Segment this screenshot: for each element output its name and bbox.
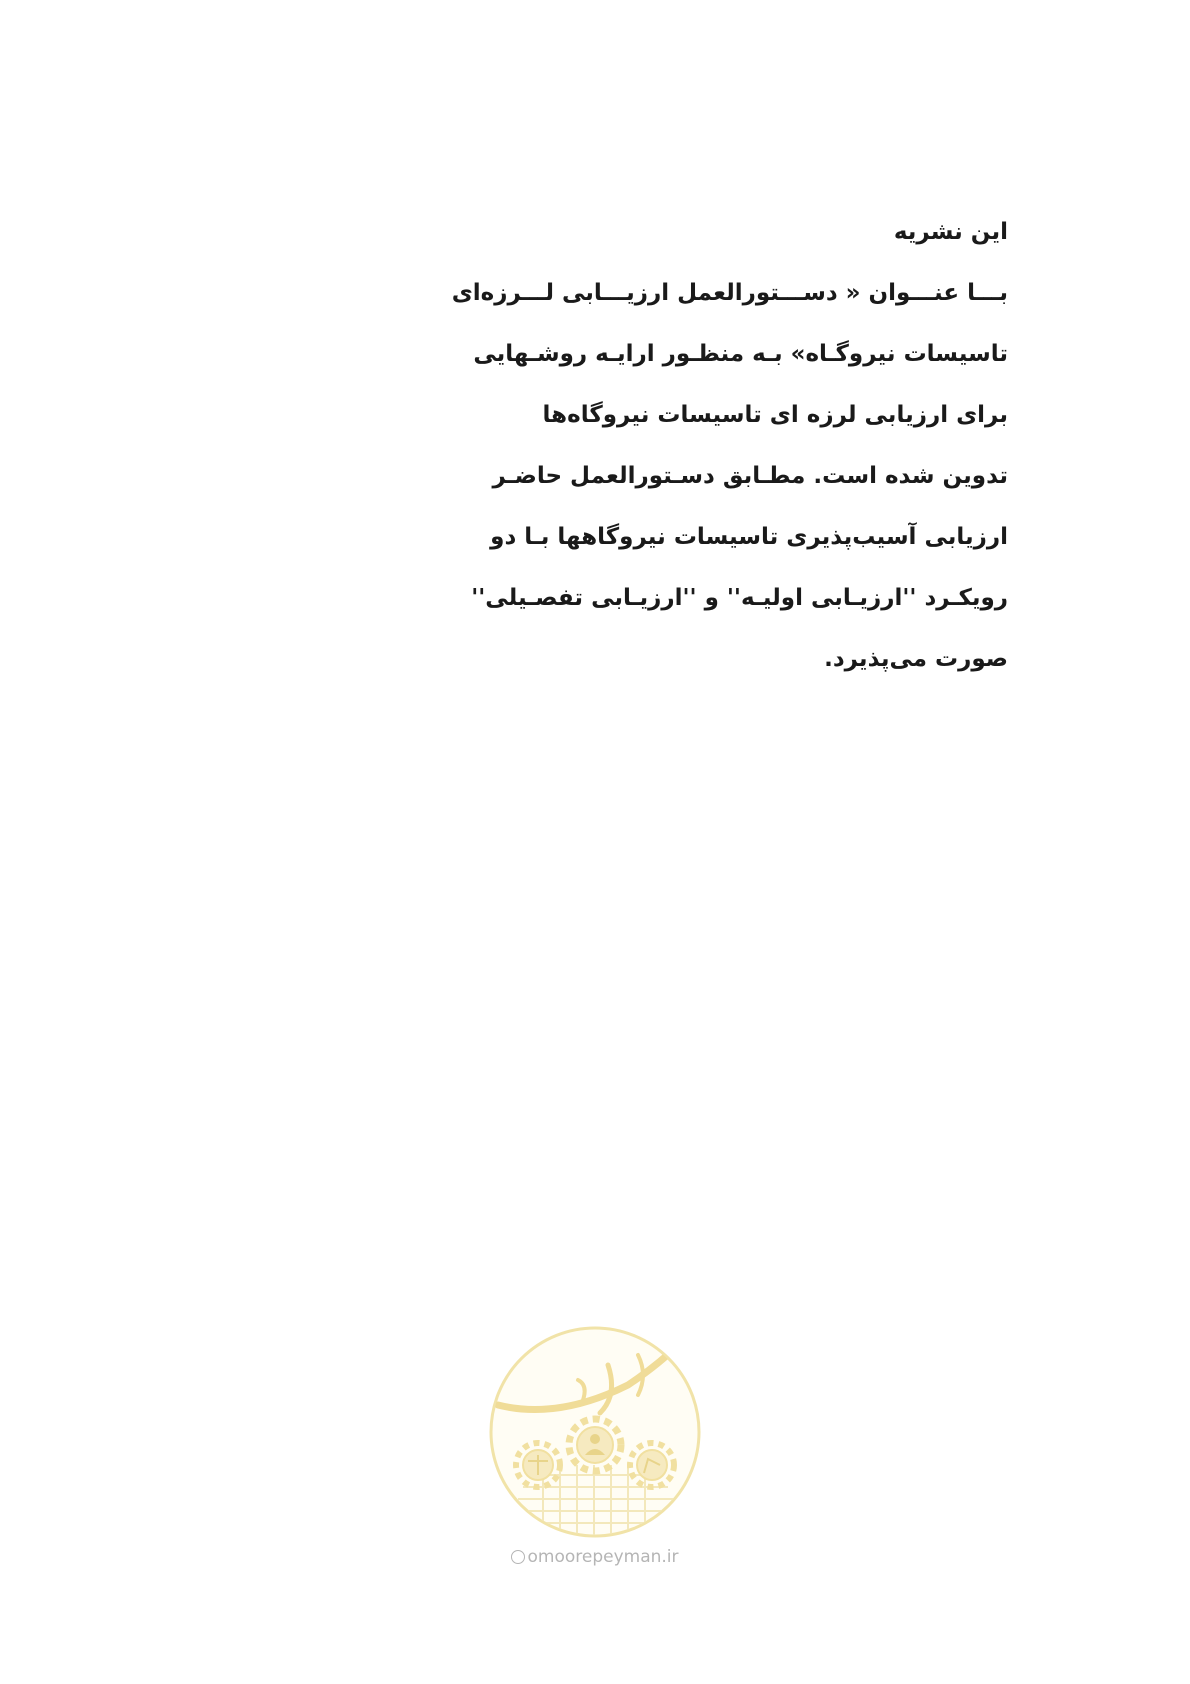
text-line-7: رویکـرد ''ارزیـابی اولیـه'' و ''ارزیـابی تفصـیلی'' bbox=[471, 585, 1008, 611]
text-line-4: برای ارزیابی لرزه ای تاسیسات نیروگاه‌ها bbox=[542, 402, 1008, 428]
text-line-8: صورت می‌پذیرد. bbox=[824, 646, 1008, 672]
text-line-6: ارزیابی آسیب‌پذیری تاسیسات نیروگاهها بـا دو bbox=[490, 524, 1008, 550]
body-paragraph bbox=[451, 212, 1008, 700]
text-line-5: تدوین شده است. مطـابق دسـتورالعمل حاضـر bbox=[492, 463, 1008, 489]
watermark-url: omoorepeyman.ir bbox=[488, 1547, 702, 1567]
watermark bbox=[488, 1325, 702, 1565]
globe-icon bbox=[511, 1550, 525, 1564]
text-line-2: بـــا عنـــوان « دســـتورالعمل ارزیـــابی لـــرزه‌ای bbox=[451, 280, 1008, 306]
text-line-1: این نشریه bbox=[893, 219, 1008, 245]
seal-logo-icon bbox=[488, 1325, 702, 1539]
text-line-3: تاسیسات نیروگـاه» بـه منظـور ارایـه روشـهایی bbox=[473, 341, 1008, 367]
